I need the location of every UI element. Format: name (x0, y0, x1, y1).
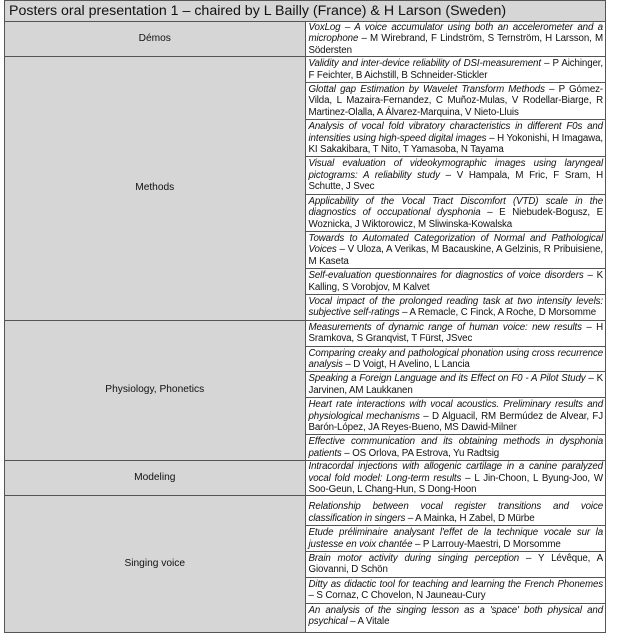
session-row-modeling (5, 461, 606, 496)
paper-title: Glottal gap Estimation by Wavelet Transform Methods (308, 84, 545, 96)
session-row-singing (5, 496, 606, 633)
paper-title: Relationship between vocal register transitions and voice classification in singers (308, 501, 603, 524)
paper-title: Applicability of the Vocal Tract Discomfort (VTD) scale in the diagnostics of occupational dysphonia (308, 195, 603, 219)
paper-entry (306, 500, 606, 525)
paper-authors: – A Vitale (350, 616, 390, 628)
papers-cell (305, 320, 606, 460)
paper-entry (306, 551, 606, 577)
paper-entry (306, 577, 606, 603)
session-row-physiology (5, 320, 606, 460)
paper-title: VoxLog – A voice accumulator using both an accelerometer and a microphone (308, 22, 603, 45)
paper-title: Visual evaluation of videokymographic images using laryngeal pictograms: A reliability study (308, 158, 603, 181)
paper-title: Heart rate interactions with vocal acoustics. Preliminary results and physiological mechanisms (308, 399, 603, 422)
paper-title: Validity and inter-device reliability of DSI-measurement (308, 58, 541, 70)
category-singing-voice: Singing voice (5, 496, 306, 633)
paper-entry (306, 194, 606, 231)
paper-title: Comparing creaky and pathological phonation using cross recurrence analysis (308, 347, 603, 370)
paper-title: Analysis of vocal fold vibratory characteristics in different F0s and intensities using high-speed digital images (308, 121, 603, 144)
paper-title: Measurements of dynamic range of human voice: new results (308, 321, 582, 333)
paper-entry (306, 82, 606, 119)
paper-authors: – P Larrouy-Maestri, D Morsomme (415, 538, 561, 550)
paper-entry (306, 525, 606, 551)
paper-entry (306, 268, 606, 294)
paper-authors: – M Wirebrand, F Lindström, S Ternström, H Larsson, M Södersten (308, 33, 603, 56)
paper-entry (306, 57, 606, 82)
paper-authors: – A Mainka, H Zabel, D Mürbe (407, 512, 535, 524)
paper-authors: – V Hampala, M Fric, F Sram, H Schutte, J Svec (308, 169, 604, 193)
paper-authors: – H Sramkova, S Granqvist, T Fürst, JSvec (308, 321, 603, 345)
paper-authors: – Y Lévêque, A Giovanni, D Schön (308, 553, 604, 576)
paper-authors: – H Yokonishi, H Imagawa, KI Sakakibara, T Nito, T Yamasoba, N Tayama (308, 132, 603, 156)
paper-authors: – D Voigt, H Avelino, L Lancia (345, 358, 470, 370)
paper-authors: – A Remacle, C Finck, A Roche, D Morsomme (402, 307, 597, 319)
paper-title: Vocal impact of the prolonged reading task at two intensity levels: subjective self-ratings (308, 295, 603, 319)
paper-entry (306, 231, 606, 268)
category-physiology-phonetics: Physiology, Phonetics (5, 320, 306, 460)
paper-authors: – E Niebudek-Bogusz, E Woznicka, J Wiktorowicz, M Sliwinska-Kowalska (308, 207, 604, 230)
paper-entry (306, 156, 606, 193)
paper-title: Speaking a Foreign Language and its Effect on F0 - A Pilot Study (308, 373, 586, 385)
paper-authors: – P Aichinger, F Feichter, B Aichstill, B Schneider-Stickler (308, 58, 603, 81)
session-row-methods (5, 57, 606, 321)
paper-title: Etude préliminaire analysant l'effet de la technique vocale sur la justesse en voix chantée (308, 527, 603, 550)
paper-entry (309, 461, 604, 495)
paper-authors: – D Alguacil, RM Bermúdez de Alvear, FJ Barón-López, JA Reyes-Bueno, MS Dawid-Milner (308, 410, 603, 433)
papers-cell (305, 22, 606, 57)
paper-authors: – K Jarvinen, AM Laukkanen (308, 373, 603, 396)
paper-title: Intracordal injections with allogenic cartilage in a canine paralyzed vocal fold model: Long-term results (308, 461, 603, 484)
paper-entry (306, 603, 606, 629)
category-demos: Démos (5, 22, 306, 57)
session-row-demos (5, 22, 606, 57)
papers-cell (305, 496, 606, 633)
category-modeling: Modeling (5, 461, 306, 496)
paper-authors: – K Kalling, S Vorobjov, M Kalvet (308, 270, 603, 293)
paper-title: Effective communication and its obtaining methods in dysphonia patients (308, 436, 603, 459)
paper-authors: – P Gómez-Vilda, L Mazaira-Fernandez, C Muñoz-Mulas, V Rodellar-Biarge, R Martinez-Olalla, A Álvarez-Marquina, V Nieto-Lluis (308, 84, 604, 118)
paper-authors: – S Cornaz, C Chovelon, N Jauneau-Cury (308, 590, 486, 602)
paper-title: Ditty as didactic tool for teaching and learning the French Phonemes (308, 578, 603, 590)
program-table (4, 0, 606, 633)
paper-authors: – L Jin-Choon, L Byung-Joo, W Soo-Geun, L Chang-Hun, S Dong-Hoon (308, 472, 603, 496)
paper-authors: – V Uloza, A Verikas, M Bacauskine, A Gelzinis, R Pribuisiene, M Kaseta (308, 244, 604, 267)
paper-entry (306, 119, 606, 156)
papers-cell (305, 461, 606, 496)
category-methods: Methods (5, 57, 306, 321)
paper-authors: – OS Orlova, PA Estrova, Yu Radtsig (344, 447, 500, 459)
paper-entry (306, 321, 606, 346)
paper-title: Self-evaluation questionnaires for diagnostics of voice disorders (308, 270, 584, 282)
paper-title: Towards to Automated Categorization of Normal and Pathological Voices (308, 232, 603, 256)
paper-title: An analysis of the singing lesson as a 'space' both physical and psychical (308, 604, 603, 628)
paper-entry (306, 397, 606, 434)
paper-entry (309, 22, 604, 56)
paper-entry (306, 434, 606, 460)
table-title: Posters oral presentation 1 – chaired by L Bailly (France) & H Larson (Sweden) (5, 1, 606, 22)
paper-entry (306, 294, 606, 320)
header-row (5, 1, 606, 22)
paper-title: Brain motor activity during singing perception (308, 553, 520, 565)
paper-entry (306, 371, 606, 397)
papers-cell (305, 57, 606, 321)
paper-entry (306, 346, 606, 372)
